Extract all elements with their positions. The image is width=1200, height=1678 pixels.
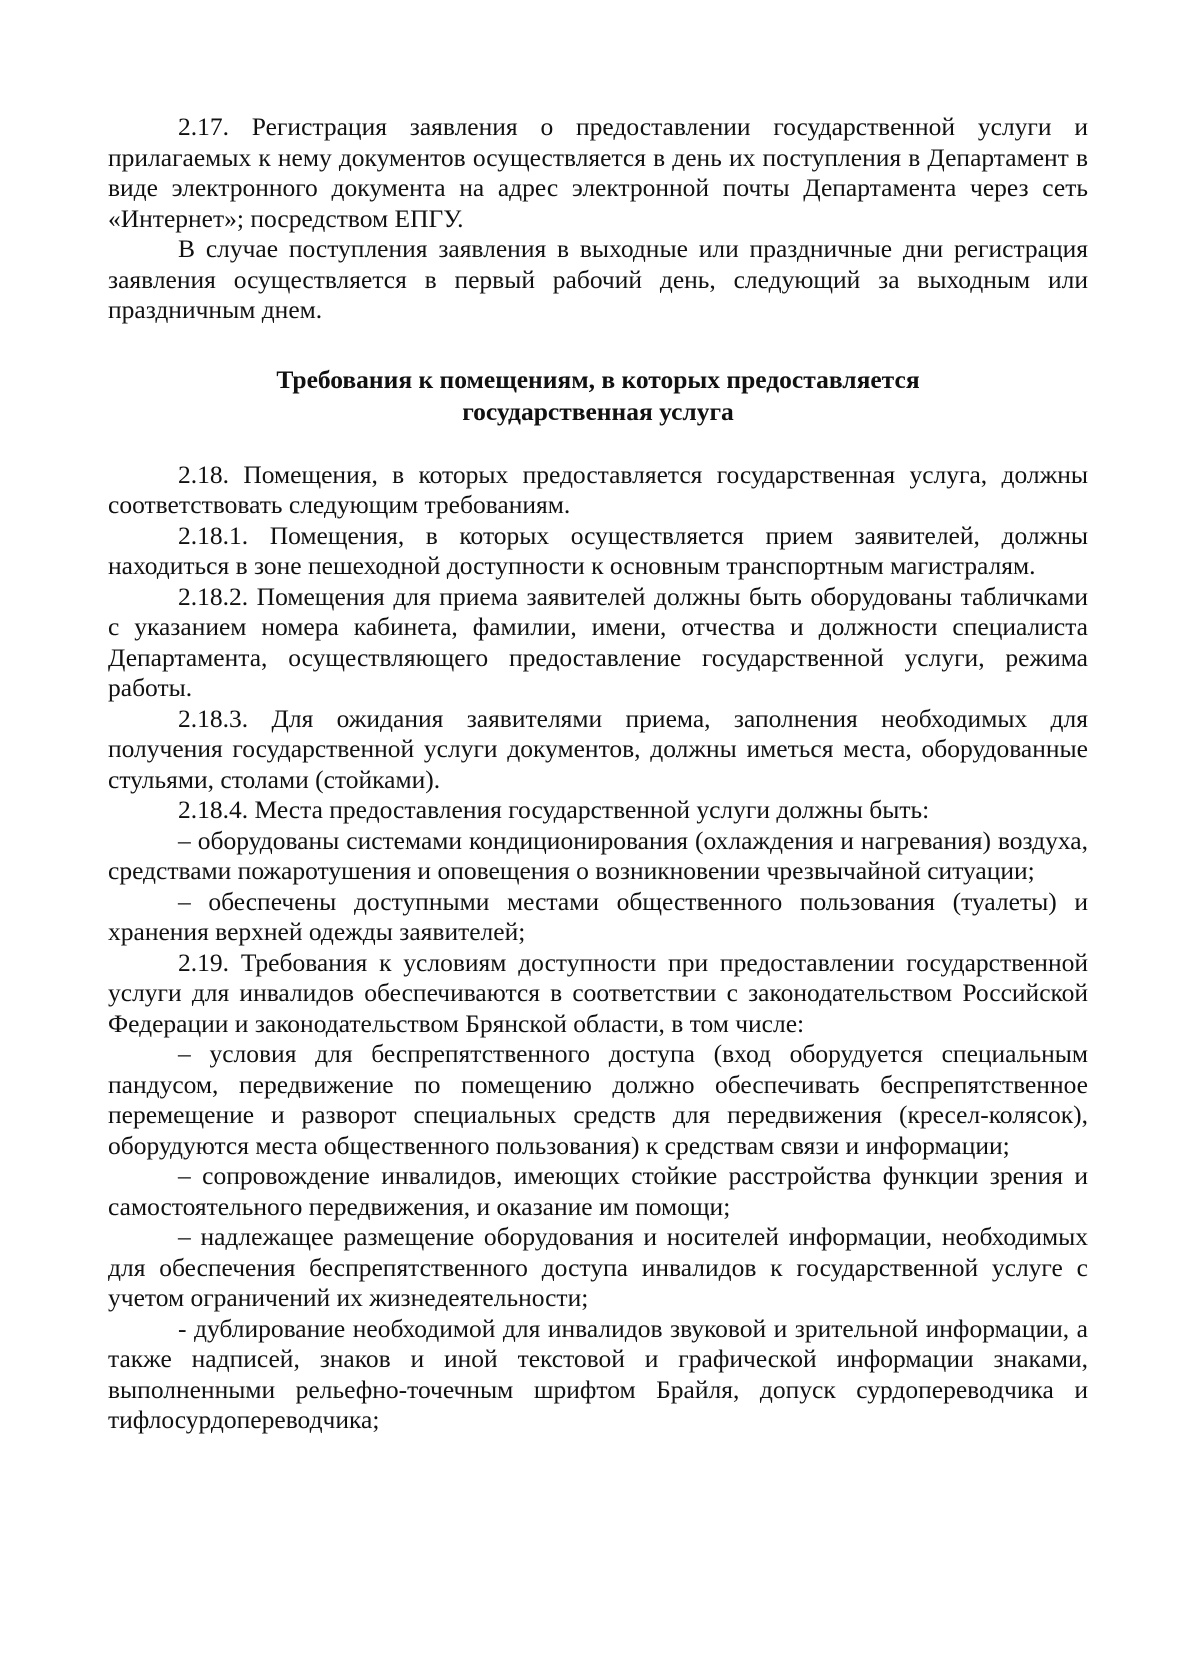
section-heading-line-2: государственная услуга [462, 396, 734, 426]
paragraph-2-18-2: 2.18.2. Помещения для приема заявителей должны быть оборудованы табличками с указанием номера кабинета, фамилии, имени, отчества и должности специалиста Департамента, осуществляющего предоставление государственной услуги, режима работы. [108, 581, 1088, 702]
list-item-public-facilities: – обеспечены доступными местами общественного пользования (туалеты) и хранения верхней одежды заявителей; [108, 886, 1088, 946]
paragraph-2-19: 2.19. Требования к условиям доступности при предоставлении государственной услуги для инвалидов обеспечиваются в соответствии с законодательством Российской Федерации и законодательством Брянской области, в том числе: [108, 947, 1088, 1038]
section-heading [108, 364, 1088, 428]
paragraph-2-18-4: 2.18.4. Места предоставления государственной услуги должны быть: [178, 795, 930, 824]
paragraph-2-17: 2.17. Регистрация заявления о предоставлении государственной услуги и прилагаемых к нему документов осуществляется в день их поступления в Департамент в виде электронного документа на адрес электронной почты Департамента через сеть «Интернет»; посредством ЕПГУ. [108, 112, 1088, 233]
list-item-braille-duplication: - дублирование необходимой для инвалидов звуковой и зрительной информации, а также надписей, знаков и иной текстовой и графической информации знаками, выполненными рельефно-точечным шрифтом Брайля, допуск сурдопереводчика и тифлосурдопереводчика; [108, 1313, 1088, 1434]
list-item-equipment-placement: – надлежащее размещение оборудования и носителей информации, необходимых для обеспечения беспрепятственного доступа инвалидов к государственной услуге с учетом ограничений их жизнедеятельности; [108, 1222, 1088, 1312]
paragraph-2-18-3: 2.18.3. Для ожидания заявителями приема, заполнения необходимых для получения государственной услуги документов, должны иметься места, оборудованные стульями, столами (стойками). [108, 703, 1088, 794]
section-heading-line-1: Требования к помещениям, в которых предоставляется [276, 364, 920, 394]
list-item-unobstructed-access: – условия для беспрепятственного доступа (вход оборудуется специальным пандусом, передвижение по помещению должно обеспечивать беспрепятственное перемещение и разворот специальных средств для передвижения (кресел-колясок), оборудуются места общественного пользования) к средствам связи и информации; [108, 1039, 1088, 1160]
list-item-escort-disabled: – сопровождение инвалидов, имеющих стойкие расстройства функции зрения и самостоятельного передвижения, и оказание им помощи; [108, 1161, 1088, 1221]
paragraph-2-18: 2.18. Помещения, в которых предоставляется государственная услуга, должны соответствовать следующим требованиям. [108, 459, 1088, 519]
paragraph-2-18-1: 2.18.1. Помещения, в которых осуществляется прием заявителей, должны находиться в зоне пешеходной доступности к основным транспортным магистралям. [108, 520, 1088, 580]
paragraph-holiday-registration: В случае поступления заявления в выходные или праздничные дни регистрация заявления осуществляется в первый рабочий день, следующий за выходным или праздничным днем. [108, 234, 1088, 324]
list-item-air-conditioning: – оборудованы системами кондиционирования (охлаждения и нагревания) воздуха, средствами пожаротушения и оповещения о возникновении чрезвычайной ситуации; [108, 825, 1088, 885]
document-page [108, 112, 1088, 1436]
